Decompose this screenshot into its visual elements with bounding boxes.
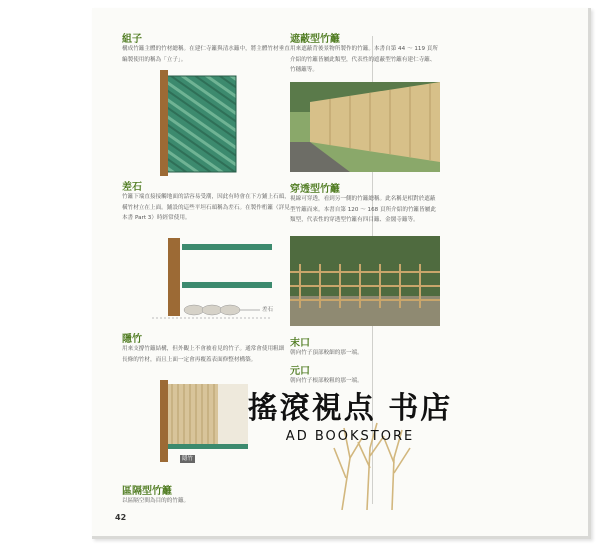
heading-kakushidake: 隱竹 [122, 334, 142, 345]
text-kukaku: 以區隔空間為目的的竹籬。 [122, 498, 190, 504]
text-motokuchi: 朝向竹子根部較粗的那一端。 [290, 378, 363, 384]
heading-tooshi: 穿透型竹籬 [290, 184, 340, 195]
text-kumiko: 構成竹籬主體的竹材總稱。在建仁寺籬與清水籬中，將主體竹材垂直編製使用的稱為「立子」。 [122, 46, 290, 63]
watermark-chinese: 搖滾視点 书店 [247, 391, 453, 426]
photo-tooshi-fence [290, 236, 440, 326]
figure-sashiishi [142, 238, 272, 328]
heading-kumiko: 組子 [122, 34, 142, 45]
photo-shahei-fence [290, 82, 440, 172]
heading-kukaku: 區隔型竹籬 [122, 486, 172, 497]
watermark-english: AD BOOKSTORE [285, 429, 415, 444]
label-kakushidake: 隱竹 [182, 456, 194, 462]
heading-motokuchi: 元口 [290, 366, 310, 377]
text-suekuchi: 朝向竹子頂部較細的那一端。 [290, 350, 363, 356]
text-kakushidake: 用來支撐竹籬結構，但外觀上不會被看見的竹子。通常會使用粗細長條的竹材，而且上面一定會再覆蓋表面修整材構築。 [122, 346, 285, 363]
bookstore-watermark [225, 383, 475, 444]
heading-shahei: 遮蔽型竹籬 [290, 34, 340, 45]
text-shahei: 用來遮蔽背後景物所製作的竹籬。本書自第 44 ～ 119 頁所介紹的竹籬皆屬此類型，代表性的遮蔽型竹籬有建仁寺籬、竹穗籬等。 [290, 46, 438, 73]
text-sashiishi: 竹籬下端直接接觸地面的話容易受潮，因此有時會在下方鋪上石頭，橫竹材立在上面。鋪設的這些平坦石頭稱為差石。在製作桁籬（詳見本書 Part 3）時經常使用。 [122, 194, 290, 221]
heading-sashiishi: 差石 [122, 182, 142, 193]
label-sashiishi: 差石 [262, 307, 274, 313]
figure-kumiko [152, 70, 242, 178]
page-number: 42 [115, 513, 127, 522]
text-tooshi: 視線可穿透，看到另一側的竹籬總稱。此名稱是相對於遮蔽型竹籬而來。本書自第 120 ～ 168 頁所介紹的竹籬皆屬此類型，代表性的穿透型竹籬有四目籬、金閣寺籬等。 [290, 196, 436, 223]
book-page [92, 8, 591, 539]
heading-suekuchi: 末口 [290, 338, 310, 349]
